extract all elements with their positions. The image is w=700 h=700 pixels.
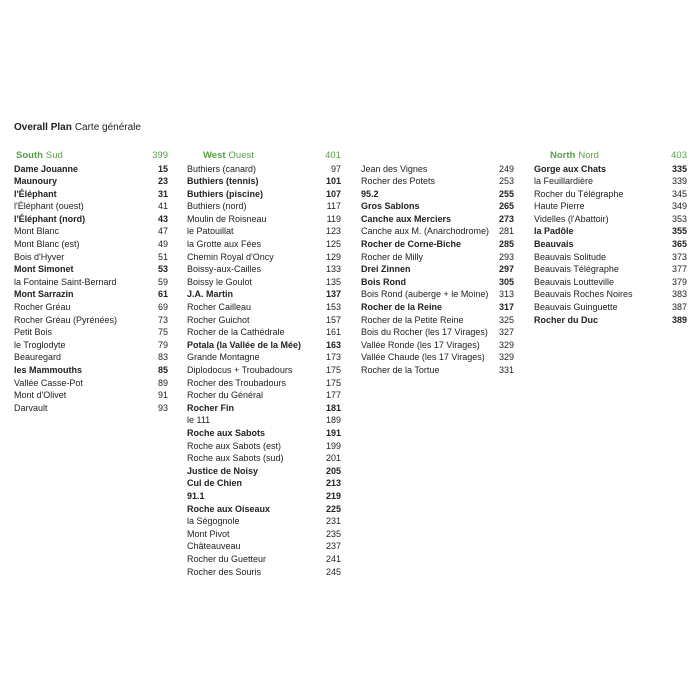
region-page-number: 399 — [152, 150, 168, 161]
entry-name: Gros Sablons — [361, 201, 420, 212]
list-item — [14, 301, 168, 314]
list-item — [187, 188, 341, 201]
region-title — [16, 150, 63, 163]
entry-page-number: 191 — [325, 427, 341, 438]
column-header — [361, 150, 514, 163]
list-item — [14, 263, 168, 276]
entry-page-number: 157 — [325, 314, 341, 325]
list-item — [14, 225, 168, 238]
list-item — [361, 251, 514, 264]
entry-page-number: 135 — [325, 276, 341, 287]
entry-name: Rocher de Milly — [361, 251, 424, 262]
entry-page-number: 153 — [325, 302, 341, 313]
list-item — [14, 163, 168, 176]
region-page-number: 403 — [671, 150, 687, 161]
entry-page-number: 75 — [157, 327, 168, 338]
list-item — [14, 188, 168, 201]
list-item — [361, 326, 514, 339]
list-item — [187, 301, 341, 314]
entry-name: la Padôle — [534, 226, 574, 237]
entry-name: Boissy-aux-Cailles — [187, 264, 262, 275]
entry-page-number: 129 — [325, 251, 341, 262]
entry-name: l'Éléphant — [14, 188, 57, 199]
entry-page-number: 97 — [330, 163, 341, 174]
entry-name: Mont Sarrazin — [14, 289, 74, 300]
entry-name: la Feuillardière — [534, 176, 594, 187]
list-item — [187, 314, 341, 327]
entry-name: Cul de Chien — [187, 478, 243, 489]
entry-name: 95.2 — [361, 188, 379, 199]
page-title — [14, 122, 141, 133]
region-name-en: South — [16, 150, 43, 161]
entry-name: Rocher des Troubadours — [187, 377, 287, 388]
entry-name: Châteauveau — [187, 541, 241, 552]
entry-name: Beauregard — [14, 352, 62, 363]
list-item — [14, 200, 168, 213]
list-item — [14, 213, 168, 226]
list-item — [187, 163, 341, 176]
entry-name: le Patouillat — [187, 226, 234, 237]
region-page-number: 401 — [325, 150, 341, 161]
entry-name: Gorge aux Chats — [534, 163, 607, 174]
entry-name: Beauvais Roches Noires — [534, 289, 633, 300]
list-item — [534, 238, 687, 251]
list-item — [14, 175, 168, 188]
entry-name: Rocher de Corne-Biche — [361, 239, 462, 250]
list-item — [187, 200, 341, 213]
list-item — [187, 452, 341, 465]
entry-page-number: 53 — [157, 264, 168, 275]
list-item — [14, 364, 168, 377]
entry-page-number: 15 — [157, 163, 168, 174]
entry-name: Bois d'Hyver — [14, 251, 65, 262]
column-south — [14, 150, 168, 414]
region-title — [550, 150, 599, 163]
list-item — [361, 200, 514, 213]
list-item — [187, 477, 341, 490]
list-item — [187, 402, 341, 415]
entry-page-number: 373 — [671, 251, 687, 262]
entry-page-number: 23 — [157, 176, 168, 187]
list-item — [534, 276, 687, 289]
entry-page-number: 101 — [325, 176, 341, 187]
entry-page-number: 41 — [157, 201, 168, 212]
entry-name: Haute Pierre — [534, 201, 585, 212]
list-item — [14, 351, 168, 364]
entry-page-number: 91 — [157, 390, 168, 401]
entry-name: 91.1 — [187, 490, 205, 501]
list-item — [187, 263, 341, 276]
entry-page-number: 365 — [671, 239, 687, 250]
entry-page-number: 387 — [671, 302, 687, 313]
entry-page-number: 225 — [325, 503, 341, 514]
entry-page-number: 285 — [498, 239, 514, 250]
entry-name: Dame Jouanne — [14, 163, 79, 174]
entry-name: Beauvais Loutteville — [534, 276, 615, 287]
entry-name: Beauvais — [534, 239, 574, 250]
list-item — [187, 339, 341, 352]
entry-page-number: 325 — [498, 314, 514, 325]
list-item — [534, 301, 687, 314]
list-item — [14, 238, 168, 251]
entry-page-number: 335 — [671, 163, 687, 174]
entry-name: Vallée Ronde (les 17 Virages) — [361, 339, 480, 350]
entry-page-number: 119 — [326, 213, 341, 224]
entry-name: Buthiers (tennis) — [187, 176, 259, 187]
entry-page-number: 73 — [157, 314, 168, 325]
entry-page-number: 69 — [157, 302, 168, 313]
region-name-en: West — [203, 150, 226, 161]
list-item — [534, 251, 687, 264]
entry-name: Drei Zinnen — [361, 264, 411, 275]
list-item — [187, 440, 341, 453]
entry-name: Moulin de Roisneau — [187, 213, 267, 224]
list-item — [361, 238, 514, 251]
region-title — [203, 150, 254, 163]
entry-page-number: 177 — [325, 390, 341, 401]
list-item — [187, 540, 341, 553]
entry-page-number: 249 — [498, 163, 514, 174]
list-item — [534, 263, 687, 276]
entry-page-number: 137 — [325, 289, 341, 300]
list-item — [14, 326, 168, 339]
entry-page-number: 117 — [326, 201, 341, 212]
column-header — [14, 150, 168, 163]
list-item — [534, 175, 687, 188]
list-item — [187, 175, 341, 188]
entry-page-number: 345 — [671, 188, 687, 199]
column-header — [534, 150, 687, 163]
list-item — [361, 175, 514, 188]
list-item — [187, 225, 341, 238]
region-name-fr: Ouest — [228, 150, 254, 161]
entry-page-number: 273 — [498, 213, 514, 224]
entry-name: le Troglodyte — [14, 339, 66, 350]
entry-name: Rocher des Potets — [361, 176, 436, 187]
page-title-main: Overall Plan — [14, 122, 72, 133]
entry-page-number: 199 — [325, 440, 341, 451]
entry-page-number: 389 — [671, 314, 687, 325]
entry-name: Rocher du Général — [187, 390, 264, 401]
list-item — [361, 163, 514, 176]
entry-name: Rocher Fin — [187, 402, 235, 413]
entry-name: Roche aux Sabots (sud) — [187, 453, 284, 464]
entry-name: Beauvais Télégraphe — [534, 264, 619, 275]
list-item — [361, 213, 514, 226]
entry-name: Canche aux Merciers — [361, 213, 452, 224]
entry-name: Buthiers (piscine) — [187, 188, 264, 199]
list-item — [14, 276, 168, 289]
entry-page-number: 201 — [325, 453, 341, 464]
entry-page-number: 237 — [325, 541, 341, 552]
list-item — [187, 364, 341, 377]
list-item — [14, 251, 168, 264]
entry-page-number: 175 — [325, 377, 341, 388]
entry-name: Vallée Casse-Pot — [14, 377, 83, 388]
column-west-continued — [361, 150, 514, 377]
entry-name: Bois du Rocher (les 17 Virages) — [361, 327, 488, 338]
entry-name: Rocher Gréau (Pyrénées) — [14, 314, 118, 325]
entry-name: Rocher du Duc — [534, 314, 599, 325]
entry-list — [361, 163, 514, 377]
entry-page-number: 59 — [157, 276, 168, 287]
list-item — [361, 288, 514, 301]
entry-page-number: 383 — [671, 289, 687, 300]
list-item — [14, 314, 168, 327]
list-item — [187, 515, 341, 528]
entry-page-number: 293 — [498, 251, 514, 262]
entry-name: Rocher Cailleau — [187, 302, 252, 313]
list-item — [187, 427, 341, 440]
entry-name: Rocher Guichot — [187, 314, 250, 325]
entry-name: Rocher de la Tortue — [361, 365, 440, 375]
entry-page-number: 313 — [498, 289, 514, 300]
entry-name: Rocher Gréau — [14, 302, 71, 313]
entry-name: Roche aux Oiseaux — [187, 503, 271, 514]
entry-name: Grande Montagne — [187, 352, 260, 363]
entry-page-number: 349 — [671, 201, 687, 212]
list-item — [14, 389, 168, 402]
entry-name: Buthiers (canard) — [187, 163, 257, 174]
entry-page-number: 49 — [157, 239, 168, 250]
entry-name: Roche aux Sabots — [187, 427, 266, 438]
entry-page-number: 327 — [498, 327, 514, 338]
list-item — [187, 238, 341, 251]
list-item — [187, 351, 341, 364]
entry-name: Mont Pivot — [187, 528, 230, 539]
entry-page-number: 205 — [325, 465, 341, 476]
list-item — [187, 566, 341, 579]
entry-name: Beauvais Guinguette — [534, 302, 618, 313]
region-name-fr: Sud — [45, 150, 63, 161]
list-item — [361, 188, 514, 201]
entry-name: Bois Rond (auberge + le Moine) — [361, 289, 489, 300]
entry-page-number: 213 — [325, 478, 341, 489]
list-item — [534, 213, 687, 226]
entry-name: Videlles (l'Abattoir) — [534, 213, 609, 224]
region-name-en: North — [550, 150, 576, 161]
list-item — [361, 225, 514, 238]
list-item — [534, 225, 687, 238]
region-name-fr: Nord — [578, 150, 599, 161]
entry-name: Darvault — [14, 402, 48, 413]
entry-list — [14, 163, 168, 415]
list-item — [361, 339, 514, 352]
entry-name: Rocher de la Cathédrale — [187, 327, 285, 338]
entry-page-number: 181 — [325, 402, 341, 413]
entry-page-number: 329 — [498, 339, 514, 350]
entry-name: Mont Blanc (est) — [14, 239, 80, 250]
list-item — [361, 263, 514, 276]
entry-page-number: 305 — [498, 276, 514, 287]
list-item — [361, 314, 514, 327]
list-item — [187, 528, 341, 541]
list-item — [14, 339, 168, 352]
entry-page-number: 47 — [157, 226, 168, 237]
list-item — [187, 553, 341, 566]
entry-page-number: 253 — [498, 176, 514, 187]
column-header — [187, 150, 341, 163]
entry-name: Mont d'Olivet — [14, 390, 67, 401]
entry-name: Beauvais Solitude — [534, 251, 607, 262]
list-item — [14, 377, 168, 390]
entry-name: l'Éléphant (nord) — [14, 213, 86, 224]
entry-page-number: 175 — [325, 365, 341, 375]
entry-name: Rocher du Télégraphe — [534, 188, 624, 199]
entry-page-number: 331 — [498, 365, 514, 375]
entry-page-number: 353 — [671, 213, 687, 224]
list-item — [534, 200, 687, 213]
entry-name: Boissy le Goulot — [187, 276, 253, 287]
entry-page-number: 107 — [325, 188, 341, 199]
entry-name: le 111 — [187, 415, 211, 426]
list-item — [187, 414, 341, 427]
entry-name: Mont Simonet — [14, 264, 74, 275]
entry-name: Mont Blanc — [14, 226, 60, 237]
entry-page-number: 219 — [325, 490, 341, 501]
entry-page-number: 255 — [498, 188, 514, 199]
entry-name: Buthiers (nord) — [187, 201, 247, 212]
entry-name: J.A. Martin — [187, 289, 234, 300]
entry-page-number: 61 — [157, 289, 168, 300]
entry-name: les Mammouths — [14, 365, 83, 375]
entry-list — [187, 163, 341, 579]
list-item — [187, 251, 341, 264]
entry-page-number: 31 — [157, 188, 168, 199]
entry-name: Rocher de la Reine — [361, 302, 443, 313]
entry-page-number: 93 — [157, 402, 168, 413]
entry-name: Justice de Noisy — [187, 465, 259, 476]
entry-page-number: 245 — [325, 566, 341, 577]
list-item — [187, 288, 341, 301]
list-item — [534, 163, 687, 176]
entry-name: Potala (la Vallée de la Mée) — [187, 339, 302, 350]
entry-page-number: 189 — [325, 415, 341, 426]
entry-name: Jean des Vignes — [361, 163, 428, 174]
entry-name: Chemin Royal d'Oncy — [187, 251, 274, 262]
list-item — [14, 288, 168, 301]
entry-name: Rocher du Guetteur — [187, 553, 267, 564]
entry-page-number: 173 — [325, 352, 341, 363]
entry-name: Vallée Chaude (les 17 Virages) — [361, 352, 485, 363]
list-item — [14, 402, 168, 415]
entry-list — [534, 163, 687, 327]
list-item — [187, 490, 341, 503]
entry-page-number: 123 — [325, 226, 341, 237]
entry-page-number: 241 — [325, 553, 341, 564]
entry-page-number: 377 — [671, 264, 687, 275]
entry-page-number: 163 — [325, 339, 341, 350]
list-item — [361, 364, 514, 377]
entry-name: Roche aux Sabots (est) — [187, 440, 282, 451]
entry-name: la Grotte aux Fées — [187, 239, 262, 250]
entry-name: Canche aux M. (Anarchodrome) — [361, 226, 490, 237]
list-item — [187, 276, 341, 289]
entry-page-number: 85 — [157, 365, 168, 375]
list-item — [361, 276, 514, 289]
entry-page-number: 235 — [325, 528, 341, 539]
entry-page-number: 43 — [157, 213, 168, 224]
entry-page-number: 161 — [325, 327, 341, 338]
entry-page-number: 231 — [325, 516, 341, 527]
entry-name: Diplodocus + Troubadours — [187, 365, 293, 375]
entry-page-number: 339 — [671, 176, 687, 187]
list-item — [187, 503, 341, 516]
list-item — [187, 213, 341, 226]
column-north — [534, 150, 687, 326]
entry-name: Rocher des Souris — [187, 566, 262, 577]
entry-page-number: 51 — [157, 251, 168, 262]
entry-name: Rocher de la Petite Reine — [361, 314, 464, 325]
entry-name: Maunoury — [14, 176, 58, 187]
entry-page-number: 355 — [671, 226, 687, 237]
entry-page-number: 281 — [498, 226, 514, 237]
list-item — [361, 301, 514, 314]
entry-page-number: 317 — [498, 302, 514, 313]
page-title-sub: Carte générale — [74, 122, 141, 133]
entry-page-number: 329 — [498, 352, 514, 363]
entry-page-number: 83 — [157, 352, 168, 363]
entry-name: Bois Rond — [361, 276, 406, 287]
entry-page-number: 79 — [157, 339, 168, 350]
entry-page-number: 297 — [498, 264, 514, 275]
entry-page-number: 265 — [498, 201, 514, 212]
entry-page-number: 133 — [325, 264, 341, 275]
entry-page-number: 379 — [671, 276, 687, 287]
list-item — [534, 288, 687, 301]
entry-page-number: 89 — [157, 377, 168, 388]
list-item — [187, 377, 341, 390]
list-item — [187, 389, 341, 402]
list-item — [187, 326, 341, 339]
entry-name: Petit Bois — [14, 327, 53, 338]
column-west — [187, 150, 341, 578]
list-item — [534, 314, 687, 327]
list-item — [187, 465, 341, 478]
list-item — [361, 351, 514, 364]
entry-name: la Fontaine Saint-Bernard — [14, 276, 117, 287]
entry-page-number: 125 — [325, 239, 341, 250]
entry-name: l'Éléphant (ouest) — [14, 201, 84, 212]
entry-name: la Ségognole — [187, 516, 240, 527]
list-item — [534, 188, 687, 201]
